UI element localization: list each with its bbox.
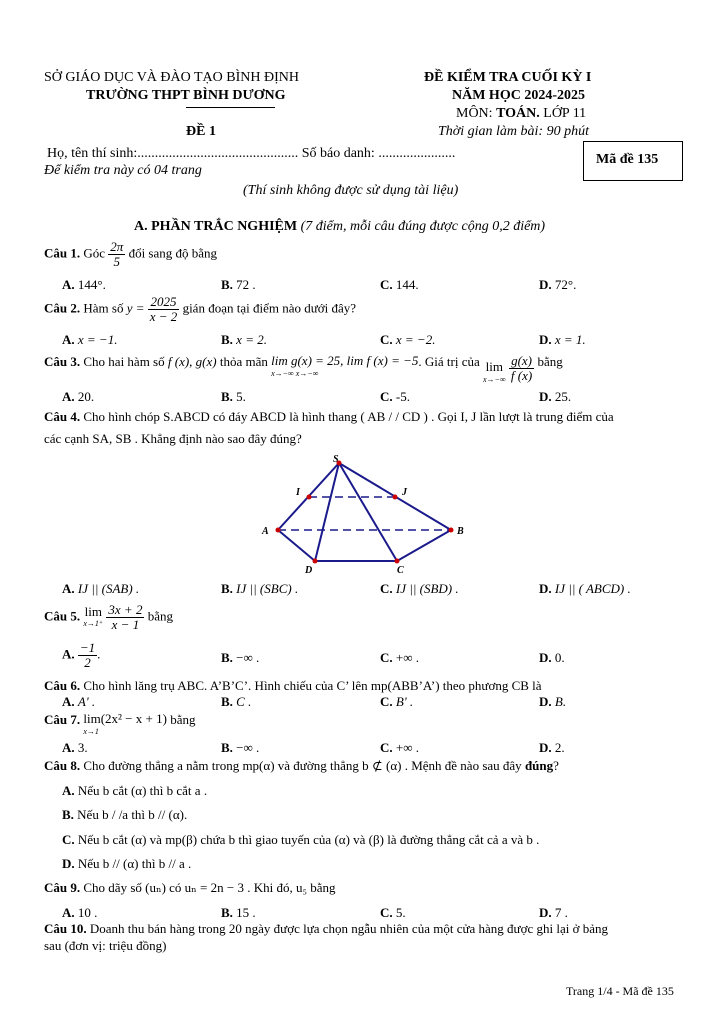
q4-option-c: C. IJ || (SBD) .	[380, 581, 459, 596]
q8-option-c: C. Nếu b cắt (α) và mp(β) chứa b thì giao tuyến của (α) và (β) là đường thẳng cắt cả a và b .	[62, 832, 540, 847]
pages-note: Để kiểm tra này có 04 trang	[44, 163, 202, 178]
q1-option-c: C. 144.	[380, 277, 419, 292]
q7-option-b: B. −∞ .	[221, 740, 260, 755]
vertex-I	[307, 495, 312, 500]
label-A: A	[262, 526, 269, 537]
edge-SC	[339, 463, 397, 561]
exam-time: Thời gian làm bài: 90 phút	[438, 124, 589, 139]
q3-option-b: B. 5.	[221, 389, 246, 404]
q3-limits: lim g(x) = 25, lim f (x) = −5 x→−∞ x→−∞	[271, 353, 419, 378]
q9-option-d: D. 7 .	[539, 905, 568, 920]
question-10-line2: sau (đơn vị: triệu đồng)	[44, 938, 167, 953]
edge-AD	[278, 530, 315, 561]
label-S: S	[333, 454, 339, 465]
q1-option-b: B. 72 .	[221, 277, 256, 292]
q4-option-a: A. IJ || (SAB) .	[62, 581, 140, 596]
q5-option-a: A. $\frac{-1}{2}$ .	[62, 640, 101, 670]
q6-option-b: B. C .	[221, 694, 252, 709]
q2-option-a: A. x = −1.	[62, 332, 118, 347]
q8-option-d: D. Nếu b // (α) thì b // a .	[62, 856, 192, 871]
section-title: A. PHẦN TRẮC NGHIỆM (7 điểm, mỗi câu đúng được cộng 0,2 điểm)	[134, 219, 546, 234]
q6-option-c: C. B' .	[380, 694, 414, 709]
question-9: Câu 9. Cho dãy số (uₙ) có uₙ = 2n − 3 . Khi đó, u₅ bằng	[44, 880, 336, 895]
pyramid-solid-edges	[278, 463, 451, 561]
vertex-D	[313, 559, 318, 564]
question-5: Câu 5. lim x→1⁺ $\frac{3x + 2}{x - 1}$ bằng	[44, 602, 173, 632]
question-2: Câu 2. Hàm số y = $\frac{2025}{x - 2}$ gián đoạn tại điểm nào dưới đây?	[44, 294, 357, 324]
q3-option-a: A. 20.	[62, 389, 95, 404]
vertex-B	[449, 528, 454, 533]
vertex-C	[395, 559, 400, 564]
q2-option-b: B. x = 2.	[221, 332, 267, 347]
exam-code: Mã đề 135	[596, 152, 659, 167]
school-name: TRƯỜNG THPT BÌNH DƯƠNG	[86, 88, 286, 103]
q4-option-b: B. IJ || (SBC) .	[221, 581, 299, 596]
q6-option-a: A. A' .	[62, 694, 96, 709]
label-D: D	[305, 565, 313, 576]
fraction: $\frac{2\pi}{5}$	[110, 239, 124, 269]
pyramid-vertices	[276, 461, 454, 564]
question-6: Câu 6. Cho hình lăng trụ ABC. A’B’C’. Hình chiếu của C’ lên mp(ABB’A’) theo phương CB là	[44, 678, 542, 693]
q9-option-c: C. 5.	[380, 905, 406, 920]
subject-line: MÔN: TOÁN. LỚP 11	[456, 106, 587, 121]
q4-option-d: D. IJ || ( ABCD) .	[539, 581, 631, 596]
fraction: $\frac{3x + 2}{x - 1}$	[108, 602, 143, 632]
q3-option-c: C. -5.	[380, 389, 410, 404]
q8-option-b: B. Nếu b / /a thì b // (α).	[62, 807, 188, 822]
q7-option-d: D. 2.	[539, 740, 565, 755]
label-C: C	[397, 565, 404, 576]
q5-option-d: D. 0.	[539, 650, 565, 665]
q7-option-a: A. 3.	[62, 740, 88, 755]
question-4-line2: các cạnh SA, SB . Khẳng định nào sao đây đúng?	[44, 431, 302, 446]
school-underline	[186, 107, 275, 108]
exam-title: ĐỀ KIỂM TRA CUỐI KỲ I	[424, 70, 592, 85]
fraction: $\frac{-1}{2}$	[79, 640, 96, 670]
q9-option-b: B. 15 .	[221, 905, 256, 920]
de-label: ĐỀ 1	[186, 124, 216, 139]
vertex-J	[393, 495, 398, 500]
q8-option-a: A. Nếu b cắt (α) thì b cắt a .	[62, 783, 208, 798]
q6-option-d: D. B.	[539, 694, 567, 709]
school-year: NĂM HỌC 2024-2025	[452, 88, 585, 103]
q5-option-b: B. −∞ .	[221, 650, 260, 665]
q1-option-d: D. 72°.	[539, 277, 577, 292]
question-3: Câu 3. Cho hai hàm số f (x), g(x) thỏa mãn lim g(x) = 25, lim f (x) = −5 x→−∞ x→−∞ . Giá trị của lim x→−∞ $\frac{g(x)}{f (x)}$ bằng	[44, 353, 563, 384]
question-1: Câu 1. Góc $\frac{2\pi}{5}$ đổi sang độ bằng	[44, 239, 218, 269]
q2-option-c: C. x = −2.	[380, 332, 436, 347]
q7-option-c: C. +∞ .	[380, 740, 419, 755]
vertex-A	[276, 528, 281, 533]
q3-option-d: D. 25.	[539, 389, 572, 404]
pyramid-figure	[255, 448, 475, 578]
q9-option-a: A. 10 .	[62, 905, 98, 920]
label-I: I	[296, 487, 300, 498]
q5-option-c: C. +∞ .	[380, 650, 419, 665]
edge-SD	[315, 463, 339, 561]
q2-option-d: D. x = 1.	[539, 332, 586, 347]
edge-CB	[397, 530, 451, 561]
question-4: Câu 4. Cho hình chóp S.ABCD có đáy ABCD là hình thang ( AB / / CD ) . Gọi I, J lần lượt là trung điểm của	[44, 409, 614, 424]
no-documents-note: (Thí sinh không được sử dụng tài liệu)	[243, 183, 459, 198]
fraction: $\frac{2025}{x - 2}$	[149, 294, 178, 324]
page-footer: Trang 1/4 - Mã đề 135	[566, 984, 674, 998]
department-name: SỞ GIÁO DỤC VÀ ĐÀO TẠO BÌNH ĐỊNH	[44, 70, 299, 85]
q1-option-a: A. 144°.	[62, 277, 106, 292]
question-7: Câu 7. lim(2x² − x + 1) x→1 bằng	[44, 711, 196, 736]
fraction: $\frac{g(x)}{f (x)}$	[510, 353, 533, 383]
label-J: J	[402, 487, 407, 498]
question-10: Câu 10. Doanh thu bán hàng trong 20 ngày được lựa chọn ngẫu nhiên của một cửa hàng được ghi lại ở bảng	[44, 921, 608, 936]
label-B: B	[457, 526, 464, 537]
student-info-line: Họ, tên thí sinh:.............................................. Số báo danh: ......................	[47, 146, 456, 161]
question-8: Câu 8. Cho đường thẳng a nằm trong mp(α) và đường thẳng b ⊄ (α) . Mệnh đề nào sau đây đúng?	[44, 758, 559, 773]
